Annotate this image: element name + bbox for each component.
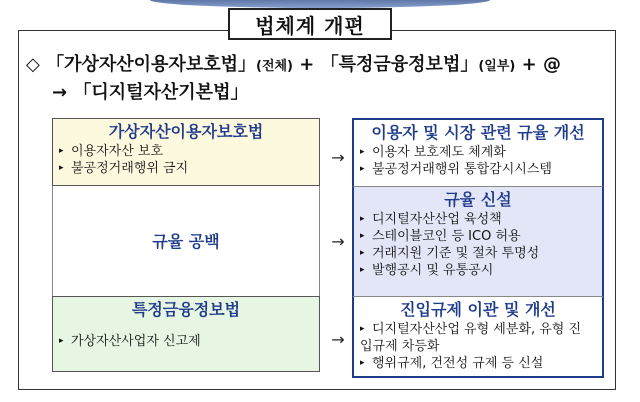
bullet-icon: ▸ bbox=[360, 358, 365, 368]
list-item bbox=[354, 245, 602, 262]
intro-line2: → 「디지털자산기본법」 bbox=[52, 82, 249, 103]
bullet-icon: ▸ bbox=[59, 336, 64, 346]
list-item bbox=[354, 211, 602, 228]
list-item bbox=[354, 144, 602, 161]
intro-text bbox=[26, 52, 561, 106]
intro-note2: (일부) bbox=[478, 59, 516, 74]
list-item bbox=[53, 160, 319, 177]
intro-line1 bbox=[26, 52, 561, 80]
item-text: 행위규제, 건전성 규제 등 신설 bbox=[372, 356, 544, 371]
list-item bbox=[354, 161, 602, 178]
left-block2-header: 규율 공백 bbox=[152, 232, 220, 251]
left-block-user-protection bbox=[52, 118, 320, 186]
bullet-icon: ▸ bbox=[59, 146, 64, 156]
item-text: 이용자자산 보호 bbox=[71, 144, 164, 159]
bullet-icon: ▸ bbox=[360, 231, 365, 241]
left-block1-header: 가상자산이용자보호법 bbox=[108, 122, 264, 141]
intro-suffix: + @ bbox=[515, 54, 561, 75]
right-block-improvement bbox=[352, 118, 604, 186]
arrow-icon: → bbox=[331, 330, 345, 349]
top-decoration bbox=[150, 0, 490, 8]
bullet-icon: ▸ bbox=[360, 324, 365, 334]
list-item bbox=[53, 143, 319, 160]
page-title: 법체계 개편 bbox=[228, 8, 392, 40]
right-block2-header: 규율 신설 bbox=[444, 190, 512, 209]
item-text: 스테이블코인 등 ICO 허용 bbox=[372, 229, 521, 244]
item-text: 거래지원 기준 및 절차 투명성 bbox=[372, 246, 540, 261]
item-text: 발행공시 및 유통공시 bbox=[372, 263, 494, 278]
item-text: 디지털자산산업 육성책 bbox=[372, 212, 502, 227]
bullet-icon: ▸ bbox=[360, 248, 365, 258]
right-block-new-rules bbox=[352, 186, 604, 296]
list-item bbox=[354, 321, 602, 338]
intro-law2: + 「특정금융정보법」 bbox=[293, 54, 479, 75]
right-block3-header: 진입규제 이관 및 개선 bbox=[400, 300, 556, 319]
left-block-regulatory-gap bbox=[52, 186, 320, 296]
list-item bbox=[354, 355, 602, 372]
left-block-specific-finance bbox=[52, 296, 320, 372]
list-item bbox=[53, 333, 319, 350]
list-item bbox=[354, 262, 602, 279]
item-text: 이용자 보호제도 체계화 bbox=[372, 145, 506, 160]
bullet-icon: ▸ bbox=[360, 147, 365, 157]
bullet-icon: ▸ bbox=[360, 164, 365, 174]
bullet-icon: ▸ bbox=[360, 265, 365, 275]
item-text: 디지털자산산업 유형 세분화, 유형 진 bbox=[372, 322, 582, 337]
list-item bbox=[354, 228, 602, 245]
arrow-icon: → bbox=[331, 148, 345, 167]
arrow-icon: → bbox=[331, 232, 345, 251]
list-item-continuation: 입규제 차등화 bbox=[360, 339, 440, 354]
bullet-icon: ▸ bbox=[360, 214, 365, 224]
intro-note1: (전체) bbox=[256, 59, 293, 74]
intro-law1: ◇ 「가상자산이용자보호법」 bbox=[26, 54, 256, 75]
right-block1-header: 이용자 및 시장 관련 규율 개선 bbox=[371, 123, 585, 142]
left-block3-header: 특정금융정보법 bbox=[131, 300, 241, 319]
item-text: 불공정거래행위 통합감시시스템 bbox=[372, 162, 552, 177]
item-text: 불공정거래행위 금지 bbox=[71, 161, 189, 176]
right-block-entry-rules bbox=[352, 296, 604, 378]
item-text: 가상자산사업자 신고제 bbox=[71, 334, 201, 349]
bullet-icon: ▸ bbox=[59, 163, 64, 173]
